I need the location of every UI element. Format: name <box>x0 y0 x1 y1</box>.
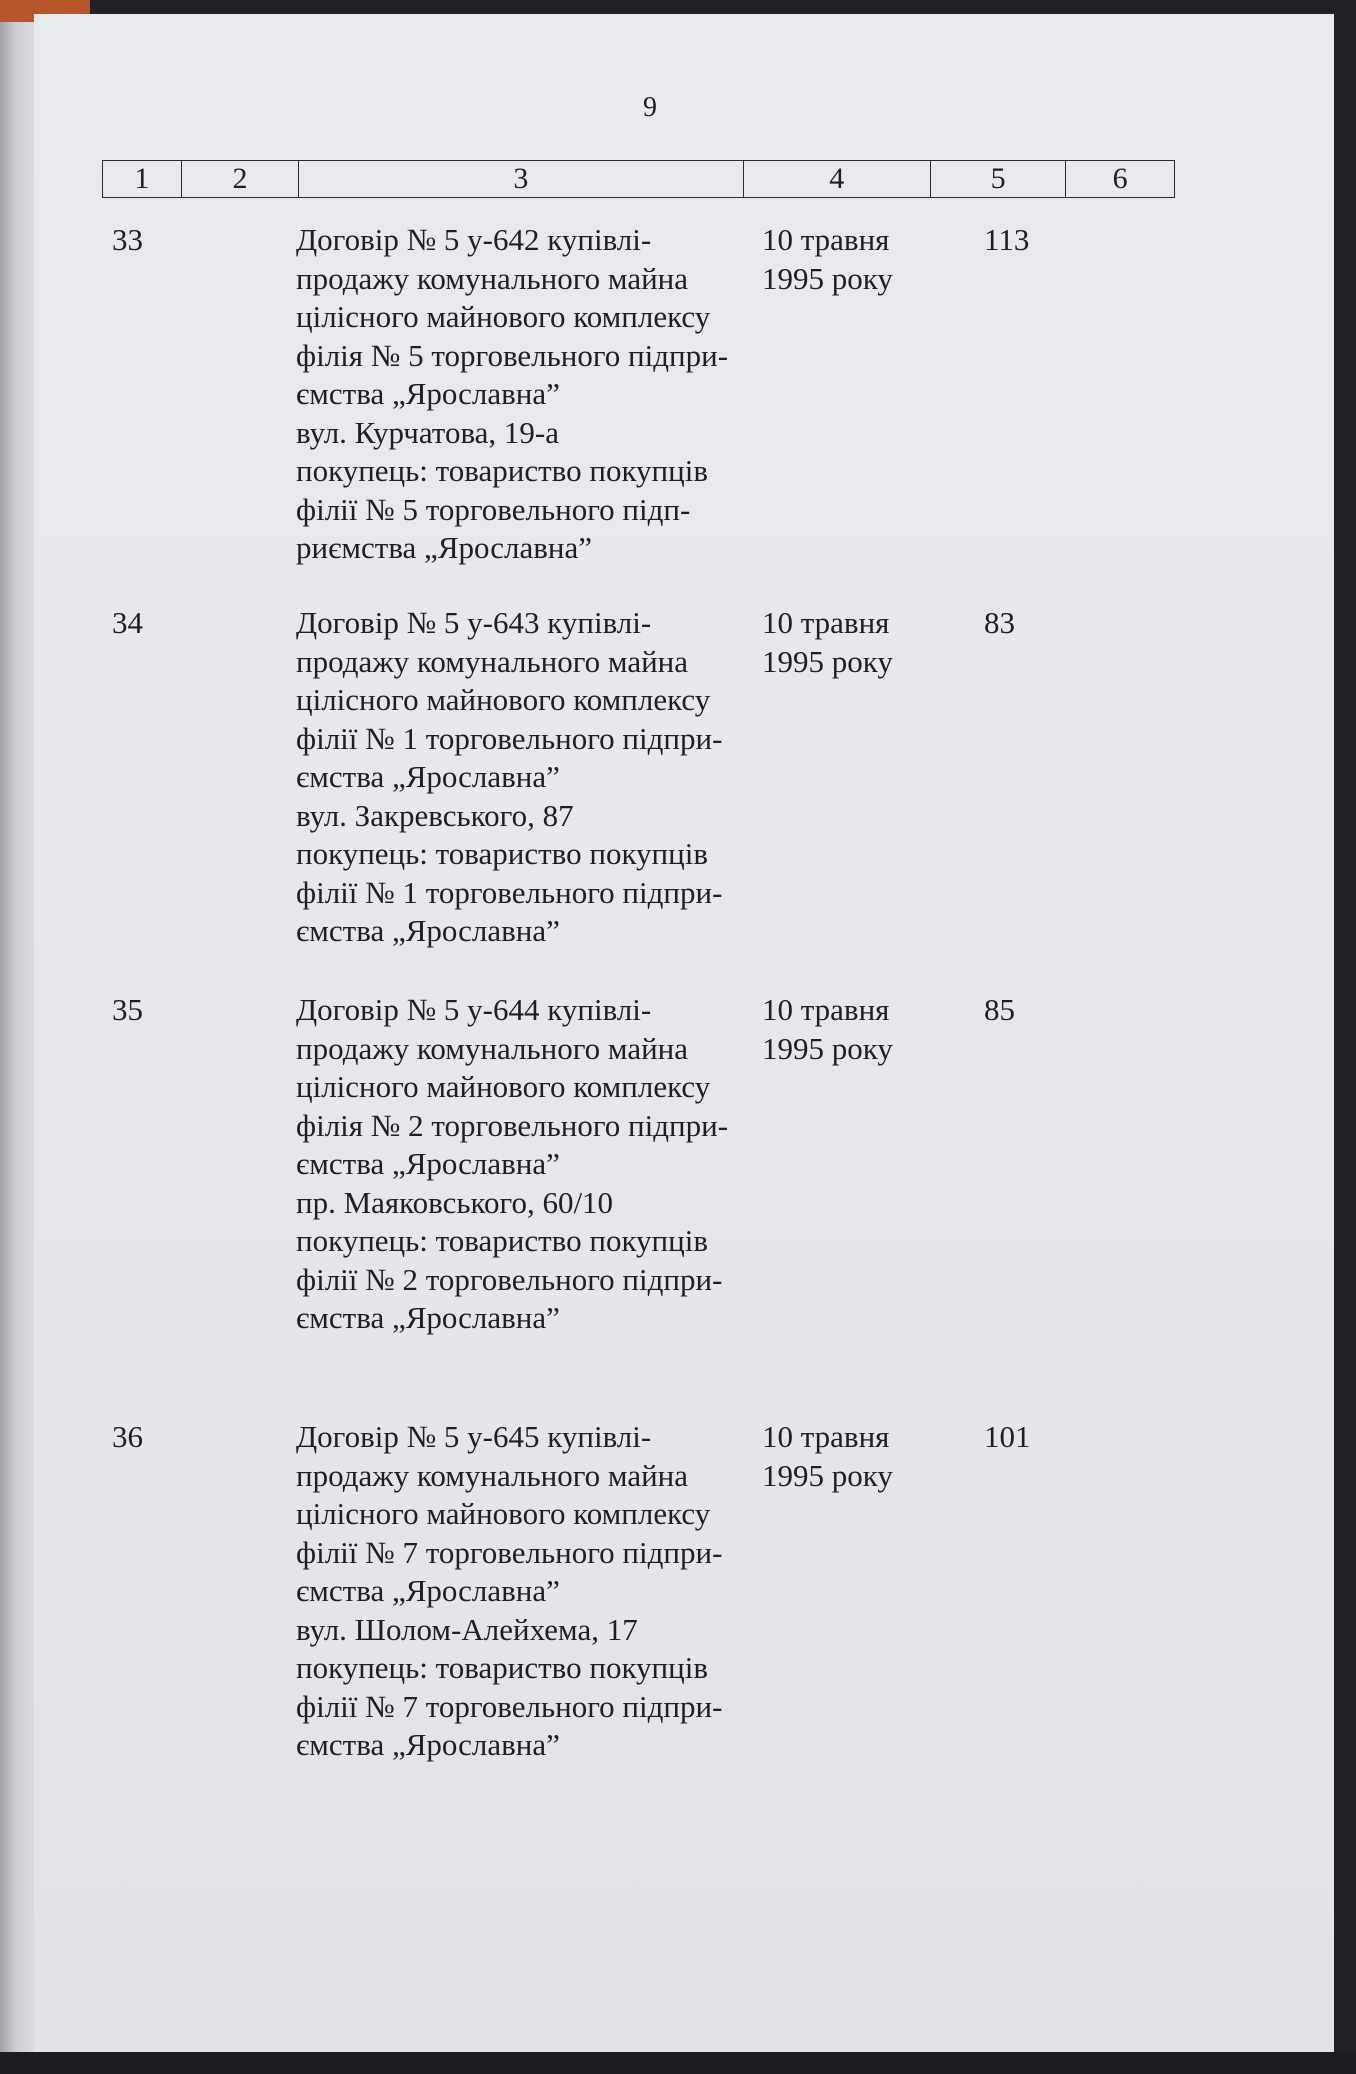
scan-background-strip <box>0 2052 1356 2074</box>
header-col-3: 3 <box>299 161 743 198</box>
description-line: покупець: товариство покупців <box>296 836 708 871</box>
description-line: цілісного майнового комплексу <box>296 682 711 717</box>
header-col-2: 2 <box>181 161 299 198</box>
description-line: продажу комунального майна <box>296 1030 689 1066</box>
description-line: ємства „Ярославна” <box>296 1573 560 1608</box>
entry-number: 34 <box>112 605 143 640</box>
entry-date <box>762 1418 922 1495</box>
entry-description <box>296 604 776 951</box>
description-line: ємства „Ярославна” <box>296 376 560 411</box>
description-line: філії № 7 торговельного підпри- <box>296 1688 723 1724</box>
description-line: філії № 2 торговельного підпри- <box>296 1261 723 1297</box>
description-line: Договір № 5 у-643 купівлі- <box>296 605 652 640</box>
description-line: цілісного майнового комплексу <box>296 299 711 334</box>
document-page <box>34 14 1334 2052</box>
date-day-month: 10 травня <box>762 605 890 640</box>
entry-description <box>296 1418 776 1765</box>
date-day-month: 10 травня <box>762 992 890 1027</box>
description-line: риємства „Ярославна” <box>296 530 592 565</box>
description-line: Договір № 5 у-644 купівлі- <box>296 992 652 1027</box>
description-line: вул. Закревського, 87 <box>296 797 574 833</box>
description-line: філії № 1 торговельного підпри- <box>296 874 723 910</box>
description-line: ємства „Ярославна” <box>296 1146 560 1181</box>
description-line: ємства „Ярославна” <box>296 1727 560 1762</box>
header-col-5: 5 <box>930 161 1066 198</box>
description-line: Договір № 5 у-642 купівлі- <box>296 222 652 257</box>
date-year: 1995 року <box>762 1030 893 1066</box>
description-line: філії № 1 торговельного підпри- <box>296 720 723 756</box>
description-line: Договір № 5 у-645 купівлі- <box>296 1419 652 1454</box>
entry-description <box>296 991 776 1338</box>
description-line: ємства „Ярославна” <box>296 1300 560 1335</box>
description-line: пр. Маяковського, 60/10 <box>296 1184 614 1220</box>
entry-number: 36 <box>112 1419 143 1454</box>
entry-value: 85 <box>984 992 1015 1027</box>
description-line: вул. Шолом-Алейхема, 17 <box>296 1611 638 1647</box>
description-line: цілісного майнового комплексу <box>296 1069 711 1104</box>
description-line: вул. Курчатова, 19-а <box>296 414 560 450</box>
column-header-table <box>102 160 1175 198</box>
date-year: 1995 року <box>762 260 893 296</box>
description-line: філія № 2 торговельного підпри- <box>296 1107 729 1143</box>
description-line: покупець: товариство покупців <box>296 1223 708 1258</box>
description-line: цілісного майнового комплексу <box>296 1496 711 1531</box>
entry-number: 35 <box>112 992 143 1027</box>
description-line: покупець: товариство покупців <box>296 1650 708 1685</box>
entry-value: 113 <box>984 222 1030 257</box>
header-col-6: 6 <box>1066 161 1175 198</box>
description-line: філії № 7 торговельного підпри- <box>296 1534 723 1570</box>
description-line: ємства „Ярославна” <box>296 913 560 948</box>
header-col-1: 1 <box>103 161 182 198</box>
date-day-month: 10 травня <box>762 1419 890 1454</box>
description-line: філія № 5 торговельного підпри- <box>296 337 729 373</box>
description-line: продажу комунального майна <box>296 1457 689 1493</box>
entry-value: 101 <box>984 1419 1031 1454</box>
header-col-4: 4 <box>743 161 930 198</box>
entry-date <box>762 221 922 298</box>
description-line: філії № 5 торговельного підп- <box>296 491 691 527</box>
description-line: покупець: товариство покупців <box>296 453 708 488</box>
entry-description <box>296 221 776 568</box>
entry-date <box>762 991 922 1068</box>
entry-number: 33 <box>112 222 143 257</box>
description-line: ємства „Ярославна” <box>296 759 560 794</box>
entry-date <box>762 604 922 681</box>
date-year: 1995 року <box>762 1457 893 1493</box>
entry-value: 83 <box>984 605 1015 640</box>
date-day-month: 10 травня <box>762 222 890 257</box>
description-line: продажу комунального майна <box>296 643 689 679</box>
date-year: 1995 року <box>762 643 893 679</box>
book-binding-edge <box>0 0 34 2074</box>
description-line: продажу комунального майна <box>296 260 689 296</box>
page-number: 9 <box>643 92 657 123</box>
